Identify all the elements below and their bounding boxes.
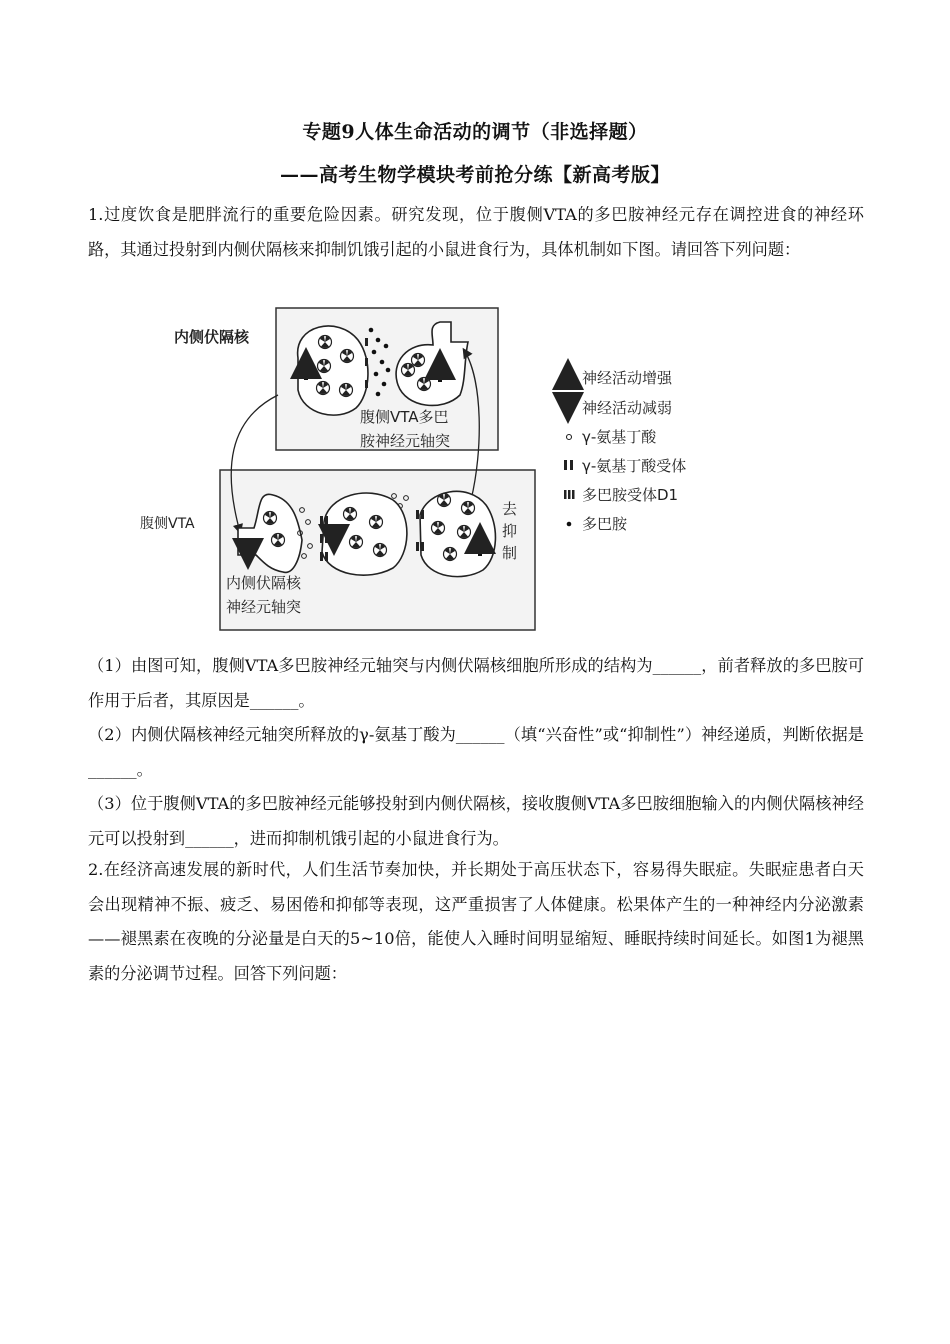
legend-item: 多巴胺 <box>582 515 628 533</box>
label-nac: 内侧伏隔核 <box>174 328 250 346</box>
figure-legend <box>564 366 686 533</box>
label-nac-axon-2: 神经元轴突 <box>226 598 302 616</box>
receptor-d1-icon <box>564 490 575 499</box>
receptor-pair-icon <box>564 460 573 470</box>
label-disinhibit-2: 抑 <box>502 522 518 540</box>
question-1-part-3: （3）位于腹侧VTA的多巴胺神经元能够投射到内侧伏隔核，接收腹侧VTA多巴胺细胞输入的内侧伏隔核神经元可以投射到______，进而抑制机饿引起的小鼠进食行为。 <box>88 794 864 848</box>
question-1-part-2: （2）内侧伏隔核神经元轴突所释放的γ-氨基丁酸为______（填“兴奋性”或“抑制性”）神经递质，判断依据是______。 <box>88 725 864 779</box>
label-vta-axon-2: 胺神经元轴突 <box>360 432 451 450</box>
legend-item: 多巴胺受体D1 <box>582 486 679 504</box>
neural-circuit-figure <box>88 300 738 635</box>
question-2-intro: 2.在经济高速发展的新时代，人们生活节奏加快，并长期处于高压状态下，容易得失眠症。失眠症患者白天会出现精神不振、疲乏、易困倦和抑郁等表现，这严重损害了人体健康。松果体产生的一种神经内分泌激素——褪黑素在夜晚的分泌量是白天的5~10倍，能使人入睡时间明显缩短、睡眠持续时间延长。如图1为褪黑素的分泌调节过程。回答下列问题： <box>88 860 864 983</box>
question-1-intro: 1.过度饮食是肥胖流行的重要危险因素。研究发现，位于腹侧VTA的多巴胺神经元存在调控进食的神经环路，其通过投射到内侧伏隔核来抑制饥饿引起的小鼠进食行为，具体机制如下图。请回答下列问题： <box>88 205 864 259</box>
legend-item: γ-氨基丁酸受体 <box>582 457 687 475</box>
legend-item: 神经活动增强 <box>582 369 673 387</box>
legend-item: 神经活动减弱 <box>582 399 673 417</box>
receptor-d1-icon <box>365 338 368 388</box>
open-circle-icon <box>567 435 572 440</box>
page-title: 专题9人体生命活动的调节（非选择题） <box>302 121 648 143</box>
dot-icon <box>567 522 572 527</box>
label-disinhibit-3: 制 <box>502 544 518 562</box>
label-vta: 腹侧VTA <box>140 516 195 532</box>
page-subtitle: ——高考生物学模块考前抢分练【新高考版】 <box>279 164 670 186</box>
nac-neuron <box>298 326 368 415</box>
label-disinhibit-1: 去 <box>502 500 518 518</box>
question-1-part-1: （1）由图可知，腹侧VTA多巴胺神经元轴突与内侧伏隔核细胞所形成的结构为______，前者释放的多巴胺可作用于后者，其原因是______。 <box>88 656 864 710</box>
label-nac-axon-1: 内侧伏隔核 <box>226 574 302 592</box>
label-vta-axon-1: 腹侧VTA多巴 <box>360 408 449 426</box>
legend-item: γ-氨基丁酸 <box>582 428 657 446</box>
